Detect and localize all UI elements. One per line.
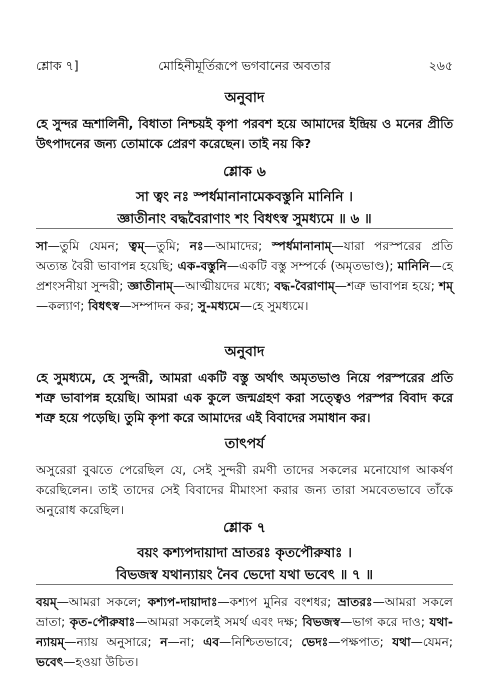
gloss-meaning: —হে প্রশংসনীয়া সুন্দরী;: [36, 259, 453, 293]
verse-heading: শ্লোক ৬: [223, 164, 266, 180]
gloss-term: বিভজস্ব: [302, 615, 341, 629]
gloss-term: মানিনি: [397, 259, 430, 273]
verse-line: বিভজস্ব যথান্যায়ং নৈব ভেদো যথা ভবেৎ ॥ ৭ ॥: [115, 567, 374, 583]
gloss-term: যথা-ন্যায়ম্: [36, 615, 453, 649]
gloss-term: শম্: [439, 279, 453, 293]
gloss-term: যথা: [392, 635, 411, 649]
page-number: ২৬৫: [428, 58, 453, 73]
translation-heading: অনুবাদ: [224, 90, 265, 106]
gloss-term: কশ্যপ-দায়াদাঃ: [147, 595, 218, 609]
purport-text: অসুরেরা বুঝতে পেরেছিল যে, সেই সুন্দরী রমণী তাদের সকলের মনোযোগ আকর্ষণ করেছিলেন। তাই তাদের সেই বিবাদের মীমাংসা করার জন্য তারা সমবেতভাবে তাঁকে অনুরোধ করেছিল।: [36, 463, 453, 517]
gloss-term: এক-বস্তুনি: [177, 259, 227, 273]
gloss-term: ন: [160, 635, 168, 649]
gloss-meaning: —যারা পরস্পরের প্রতি অত্যন্ত বৈরী ভাবাপন্ন হয়েছি;: [36, 239, 453, 273]
translation-heading: অনুবাদ: [224, 344, 265, 360]
purport-heading: তাৎপর্য: [224, 436, 265, 452]
translation-section-2: [36, 340, 453, 428]
header-verse-ref: শ্লোক ৭]: [36, 58, 79, 73]
gloss-meaning: —শত্রু ভাবাপন্ন হয়ে;: [334, 279, 440, 293]
gloss-meaning: —সম্পাদন কর;: [119, 299, 198, 313]
gloss-term: ভ্রাতরঃ: [337, 595, 373, 609]
purport-section: [36, 432, 453, 520]
gloss-meaning: —আমরা সকলে;: [56, 595, 148, 609]
verse-heading: শ্লোক ৭: [223, 520, 266, 536]
gloss-term: কৃত-পৌরুষাঃ: [69, 615, 136, 629]
translation-section-1: [36, 86, 453, 154]
gloss-meaning: —একটি বস্তু সম্পর্কে (অমৃতভাণ্ড);: [226, 259, 398, 273]
gloss-term: সু-মধ্যমে: [197, 299, 240, 313]
gloss-term: বয়ম্: [36, 595, 57, 609]
gloss-term: নঃ: [189, 239, 204, 253]
divider: [36, 228, 453, 229]
gloss-term: স্পর্ধমানানাম্: [272, 239, 332, 253]
verse-line: বয়ং কশ্যপদায়াদা ভ্রাতরঃ কৃতপৌরুষাঃ ।: [137, 545, 352, 561]
gloss-meaning: —আমরা সকলেই সমর্থ এবং দক্ষ;: [135, 615, 303, 629]
gloss-meaning: —না;: [167, 635, 204, 649]
gloss-meaning: —আত্মীয়দের মধ্যে;: [173, 279, 275, 293]
gloss-meaning: —কশ্যপ মুনির বংশধর;: [217, 595, 338, 609]
word-for-word-6: [36, 236, 453, 316]
gloss-meaning: —তুমি;: [144, 239, 190, 253]
gloss-term: ভেদঃ: [301, 635, 329, 649]
running-header: [36, 58, 453, 76]
gloss-term: জ্ঞাতীনাম্: [127, 279, 174, 293]
gloss-term: ত্বম্: [128, 239, 145, 253]
divider: [36, 584, 453, 585]
verse-7-section: [36, 516, 453, 586]
gloss-meaning: —ন্যায় অনুসারে;: [64, 635, 161, 649]
translation-text: হে সুন্দর ভ্রূশালিনী, বিধাতা নিশ্চয়ই কৃপা পরবশ হয়ে আমাদের ইন্দ্রিয় ও মনের প্রীতি উৎপাদনের জন্য তোমাকে প্রেরণ করেছেন। তাই নয় কি?: [36, 116, 453, 151]
gloss-meaning: —আমরা সকলে ভ্রাতা;: [36, 595, 453, 629]
verse-6-section: [36, 160, 453, 230]
gloss-term: এব: [203, 635, 220, 649]
gloss-term: ভবেৎ: [36, 655, 64, 669]
gloss-term: বিধৎস্ব: [88, 299, 120, 313]
gloss-meaning: —যেমন;: [410, 635, 453, 649]
gloss-term: সা: [36, 239, 48, 253]
header-chapter-title: মোহিনীমূর্তিরূপে ভগবানের অবতার: [158, 58, 331, 73]
gloss-meaning: —ভাগ করে দাও;: [340, 615, 430, 629]
translation-text: হে সুমধ্যমে, হে সুন্দরী, আমরা একটি বস্তু অর্থাৎ অমৃতভাণ্ড নিয়ে পরস্পরের প্রতি শত্রু ভাবাপন্ন হয়েছি। আমরা এক কুলে জন্মগ্রহণ করা সত্ত্বেও পরস্পর বিবাদ করে শত্রু হয়ে পড়েছি। তুমি কৃপা করে আমাদের এই বিবাদের সমাধান কর।: [36, 370, 453, 425]
gloss-term: বদ্ধ-বৈরাণাম্: [274, 279, 335, 293]
gloss-meaning: —হে সুমধ্যমে।: [239, 299, 309, 313]
gloss-meaning: —নিশ্চিতভাবে;: [219, 635, 302, 649]
verse-line: জ্ঞাতীনাং বদ্ধবৈরাণাং শং বিধৎস্ব সুমধ্যমে ॥ ৬ ॥: [117, 211, 372, 227]
gloss-meaning: —কল্যাণ;: [36, 299, 89, 313]
gloss-meaning: —তুমি যেমন;: [47, 239, 129, 253]
gloss-meaning: —হওয়া উচিত।: [63, 655, 139, 669]
gloss-meaning: —আমাদের;: [203, 239, 273, 253]
verse-line: সা ত্বং নঃ স্পর্ধমানানামেকবস্তুনি মানিনি ।: [136, 189, 353, 205]
gloss-meaning: —পক্ষপাত;: [328, 635, 393, 649]
word-for-word-7: [36, 592, 453, 672]
